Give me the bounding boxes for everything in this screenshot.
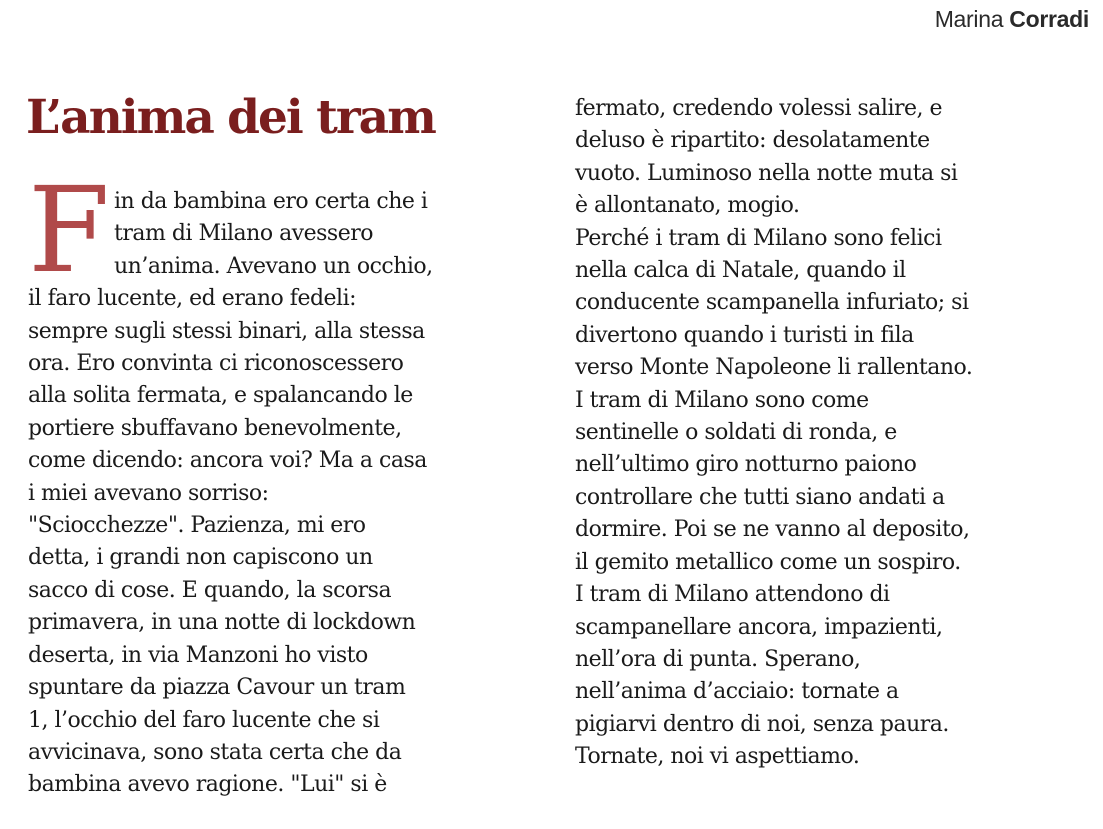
text-line: detta, i grandi non capiscono un xyxy=(28,545,373,571)
author-last-name: Corradi xyxy=(1009,6,1089,32)
text-line: spuntare da piazza Cavour un tram xyxy=(28,675,406,701)
text-line: I tram di Milano attendono di xyxy=(575,582,890,608)
author-byline xyxy=(935,6,1089,33)
article-column-right xyxy=(575,93,972,774)
text-line: nell’ultimo giro notturno paiono xyxy=(575,452,917,478)
text-line: fermato, credendo volessi salire, e xyxy=(575,96,943,121)
text-line: il faro lucente, ed erano fedeli: xyxy=(28,286,357,312)
text-line: dormire. Poi se ne vanno al deposito, xyxy=(575,517,970,543)
article-column-left xyxy=(28,186,433,802)
text-line: I tram di Milano sono come xyxy=(575,387,869,413)
text-line: vuoto. Luminoso nella notte muta si xyxy=(575,160,958,186)
text-line: come dicendo: ancora voi? Ma a casa xyxy=(28,448,427,474)
text-line: deluso è ripartito: desolatamente xyxy=(575,128,930,154)
text-line: tram di Milano avessero xyxy=(114,221,373,247)
text-line: avvicinava, sono stata certa che da xyxy=(28,739,402,765)
drop-cap: F xyxy=(28,161,110,299)
text-line: primavera, in una notte di lockdown xyxy=(28,610,416,636)
text-line: nella calca di Natale, quando il xyxy=(575,258,906,284)
author-first-name: Marina xyxy=(934,6,1004,32)
text-line: bambina avevo ragione. "Lui" si è xyxy=(28,772,387,798)
article-headline: L’anima dei tram xyxy=(26,90,435,145)
text-line: verso Monte Napoleone li rallentano. xyxy=(575,355,973,381)
text-line: il gemito metallico come un sospiro. xyxy=(575,549,961,575)
text-line: i miei avevano sorriso: xyxy=(28,480,269,506)
text-line: in da bambina ero certa che i xyxy=(114,189,428,214)
text-line: sempre sugli stessi binari, alla stessa xyxy=(28,318,425,344)
text-line: deserta, in via Manzoni ho visto xyxy=(28,642,368,668)
text-line: scampanellare ancora, impazienti, xyxy=(575,614,943,640)
text-line: nell’anima d’acciaio: tornate a xyxy=(575,679,899,705)
text-line: sacco di cose. E quando, la scorsa xyxy=(28,577,392,603)
text-line: ora. Ero convinta ci riconoscessero xyxy=(28,351,404,377)
text-line: Perché i tram di Milano sono felici xyxy=(575,225,942,251)
text-line: controllare che tutti siano andati a xyxy=(575,484,945,510)
text-line: pigiarvi dentro di noi, senza paura. xyxy=(575,711,949,737)
text-line: conducente scampanella infuriato; si xyxy=(575,290,969,316)
text-line: alla solita fermata, e spalancando le xyxy=(28,383,413,409)
text-line: portiere sbuffavano benevolmente, xyxy=(28,415,402,441)
text-line: "Sciocchezze". Pazienza, mi ero xyxy=(28,513,366,539)
text-line: Tornate, noi vi aspettiamo. xyxy=(575,744,860,770)
text-line: 1, l’occhio del faro lucente che si xyxy=(28,707,380,733)
text-line: è allontanato, mogio. xyxy=(575,193,800,219)
text-line: sentinelle o soldati di ronda, e xyxy=(575,420,897,446)
text-line: un’anima. Avevano un occhio, xyxy=(114,253,433,279)
text-line: nell’ora di punta. Sperano, xyxy=(575,646,861,672)
text-line: divertono quando i turisti in fila xyxy=(575,322,914,348)
